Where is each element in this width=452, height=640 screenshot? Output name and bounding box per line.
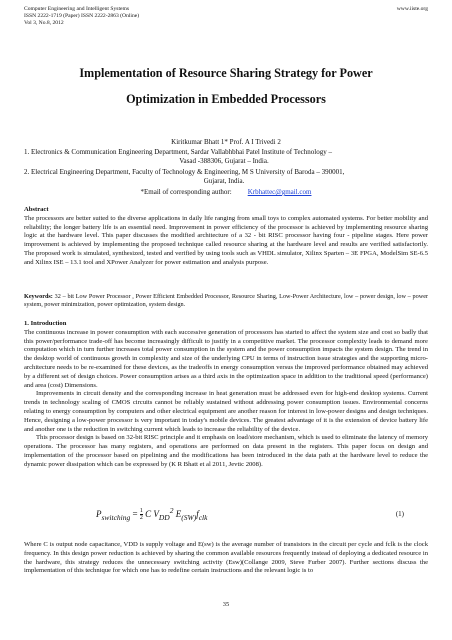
affiliation-2 bbox=[24, 168, 424, 186]
email-link[interactable]: Krbhattec@gmail.com bbox=[247, 188, 312, 196]
corresponding-email bbox=[0, 188, 452, 196]
equation-fraction: $\frac{1}{2}$ bbox=[139, 508, 143, 522]
intro-paragraph-1: The continuous increase in power consumption with each successive generation of processors has started to affect the system size and cost so badly that this power/performance trade-off has become increasingly difficult to justify in a competitive market. The processor complexity leads to demand more computation which in turn further increases total power consumption in the system and the power consumption impacts the system design. The trend in the desktop world of continuous growth in complexity and size of the underlying CPU in terms of instruction issue strategies and the supporting micro-architecture needs to be re-examined for these devices, as the tradeoffs in energy consumption versus the improved performance obtained may achieved by a different set of design choices. Power consumption arises as a third axis in the optimization space in addition to the traditional speed (performance) and area (cost) Dimensions. bbox=[24, 328, 428, 389]
affiliation-1 bbox=[24, 148, 424, 166]
introduction-heading: 1. Introduction bbox=[24, 320, 67, 327]
journal-issn: ISSN 2222-1719 (Paper) ISSN 2222-2863 (Online) bbox=[24, 13, 140, 19]
affiliation-1-line1: 1. Electronics & Communication Engineering Department, Sardar Vallabhbhai Patel Institute of Technology – bbox=[24, 148, 332, 156]
paper-title-line2: Optimization in Embedded Processors bbox=[126, 92, 326, 106]
equation-number: (1) bbox=[395, 510, 404, 518]
journal-volume: Vol 3, No.8, 2012 bbox=[24, 20, 64, 26]
post-equation-paragraph bbox=[24, 541, 428, 576]
abstract-section bbox=[24, 206, 428, 268]
intro-paragraph-2: Improvements in circuit density and the corresponding increase in heat generation must be addressed even for high-end desktop systems. Current trends in technology scaling of CMOS circuits cannot be reliably sustained without addressing power consumption issues. Environmental concerns relating to energy consumption by computers and other electrical equipment are another reason for interest in low-power designs and design techniques. Hence, designing a low-power processor is very important in today's mobile devices. The greatest advantage of it is the extension of device battery life and another one is the reduction in switching current which leads to increase the reliability of the device. bbox=[24, 390, 428, 433]
paper-title-line1: Implementation of Resource Sharing Strategy for Power bbox=[79, 66, 373, 80]
email-label: *Email of corresponding author: bbox=[140, 188, 232, 196]
journal-website[interactable]: www.iiste.org bbox=[396, 6, 428, 12]
introduction-section bbox=[24, 320, 428, 470]
abstract-text: The processors are better suited to the diverse applications in daily life ranging from small toys to complex automated systems. For better mobility and reliability; the longer battery life is an essential need. Improvement in power efficiency of the processor is achieved by implementing resource sharing logic at the hardware level. This paper discusses the modified architecture of a 32 - bit RISC processor having four - pipeline stages. Here power improvement is achieved by implementing the proposed technique called resource sharing at the hardware level and results are verified satisfactorily. The proposed work is simulated, synthesized, tested and verified by using tools such as VHDL simulator, Xilinx Sparten – 3E FPGA, ModelSim SE-6.5 and Xilinx ISE – 13.1 tool and XPower Analyzer for power estimation and analysis purpose. bbox=[24, 214, 428, 266]
keywords-section bbox=[24, 293, 428, 309]
affiliation-1-line2: Vasad -388306, Gujarat – India. bbox=[179, 156, 269, 165]
author-line: Kiritkumar Bhatt 1* Prof. A I Trivedi 2 bbox=[171, 138, 281, 146]
post-equation-text: Where C is output node capacitance, VDD is supply voltage and E(sw) is the average number of transistors in the circuit per cycle and fclk is the clock frequency. In this design power reduction is achieved by sharing the common available resources frequently instead of deploying a dedicated resource in the hardware, this strategy reduces the unnecessary switching activity (Esw)(Collange 2009, Steve Furber 2007). Further sections discuss the implementation of this technique for which one has to redefine certain instructions and the relevant logic is to bbox=[24, 541, 428, 575]
equation-formula: $P_{switching}$ = $\frac{1}{2}$ C $V_{DD}^2$ $E_{(SW)}f_{clk}$ bbox=[96, 506, 208, 522]
abstract-heading: Abstract bbox=[24, 206, 49, 213]
intro-paragraph-3: This processor design is based on 32-bit RISC principle and it emphasis on load/store mechanism, which is used to eliminate the latency of memory operations. The processor has many registers, and operations are performed on data present in the registers. This paper focus on design and implementation of the processor based on pipelining and the modifications has been introduced in the data path at the hardware level to reduce the dynamic power dissipation which can be expressed by (K R Bhatt et al 2011, Jevtic 2008). bbox=[24, 434, 428, 468]
page-number: 35 bbox=[222, 601, 230, 608]
journal-name: Computer Engineering and Intelligent Systems bbox=[24, 6, 130, 12]
keywords-text: 32 – bit Low Power Processor , Power Efficient Embedded Processor, Resource Sharing, Low-Power Architecture, low – power design, low – power system, power minimization, power optimization, system design. bbox=[24, 293, 429, 308]
keywords-label: Keywords: bbox=[24, 293, 53, 300]
affiliation-2-line2: Gujarat, India. bbox=[203, 176, 245, 185]
affiliation-2-line1: 2. Electrical Engineering Department, Faculty of Technology & Engineering, M S University of Baroda – 390001, bbox=[24, 168, 345, 176]
journal-header bbox=[24, 6, 139, 27]
